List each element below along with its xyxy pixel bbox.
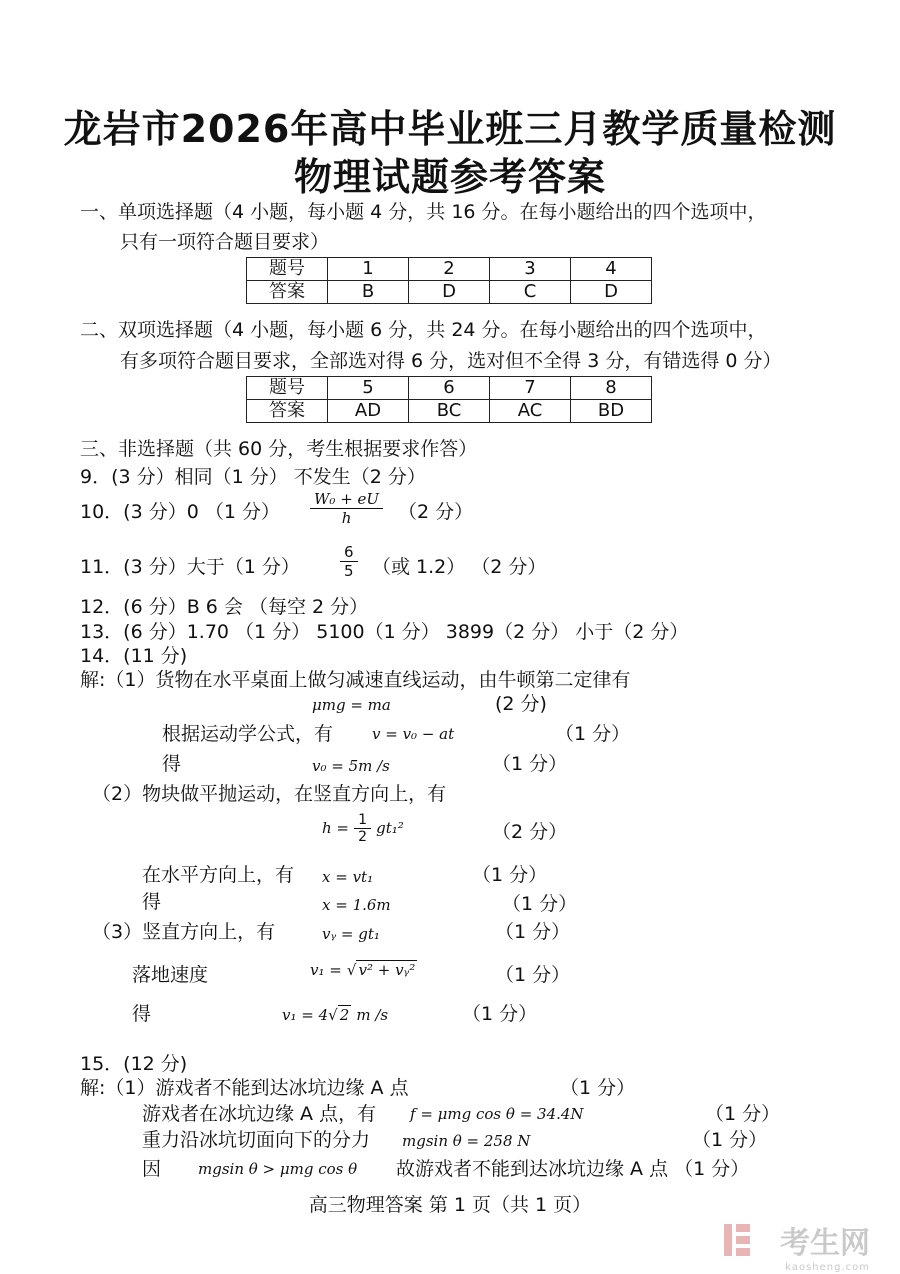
table-cell: 7 (490, 377, 571, 400)
q15-score-1: （1 分） (560, 1077, 636, 1099)
table-row (247, 377, 652, 400)
q15-eq-3: mgsin θ = 258 N (402, 1132, 531, 1150)
answer-q9: 9．(3 分）相同（1 分） 不发生（2 分） (80, 466, 426, 488)
section1-heading: 一、单项选择题（4 小题，每小题 4 分，共 16 分。在每小题给出的四个选项中， (80, 201, 767, 223)
q15-line-1: 解:（1）游戏者不能到达冰坑边缘 A 点 (80, 1077, 409, 1099)
q14-eq-7: vᵧ = gt₁ (322, 925, 380, 943)
answer-q15-heading: 15．(12 分) (80, 1053, 188, 1075)
page-footer: 高三物理答案 第 1 页（共 1 页） (308, 1194, 592, 1216)
table-cell: 答案 (247, 400, 328, 423)
answer-q10 (80, 500, 280, 524)
q11-fraction (340, 543, 358, 580)
q14-line-3: 得 (162, 753, 182, 775)
q14-eq-9: v₁ = 4√ 2 m /s (282, 1006, 389, 1024)
table-cell: 1 (328, 258, 409, 281)
table-cell: 3 (490, 258, 571, 281)
answer-q13: 13．(6 分）1.70 （1 分） 5100（1 分） 3899（2 分） 小于（2 分） (80, 621, 689, 643)
q14-eq-4: h = $\frac{1}{2}$ gt₁² (322, 812, 404, 845)
watermark (780, 1218, 870, 1273)
q14-score-3: （1 分） (492, 753, 568, 775)
q14-eq-1: μmg = ma (312, 696, 391, 714)
table-cell: C (490, 281, 571, 304)
q14-line-8: 落地速度 (132, 964, 209, 986)
q14-line-1: 解:（1）货物在水平桌面上做匀减速直线运动，由牛顿第二定律有 (80, 669, 631, 691)
q14-score-7: （1 分） (495, 921, 571, 943)
q14-line-9: 得 (132, 1003, 152, 1025)
q11-numerator: 6 (340, 543, 358, 562)
q14-score-1: (2 分) (495, 693, 547, 715)
watermark-text: 考生网 (780, 1226, 870, 1261)
table-row (247, 281, 652, 304)
table-cell: D (409, 281, 490, 304)
q14-eq-8: v₁ = √ v² + vᵧ² (310, 961, 416, 979)
section2-heading-2: 有多项符合题目要求，全部选对得 6 分，选对但不全得 3 分，有错选得 0 分） (120, 350, 782, 372)
q14-score-4: （2 分） (492, 821, 568, 843)
table-row (247, 400, 652, 423)
section1-heading-2: 只有一项符合题目要求） (120, 231, 330, 253)
q15-eq-2: f = μmg cos θ = 34.4N (410, 1105, 584, 1123)
q14-score-8: （1 分） (495, 964, 571, 986)
table-cell: D (571, 281, 652, 304)
answer-q12: 12．(6 分）B 6 会 （每空 2 分） (80, 596, 369, 618)
q15-line-3: 重力沿冰坑切面向下的分力 (142, 1129, 371, 1151)
title-line-2: 物理试题参考答案 (293, 155, 606, 199)
q14-line-7: （3）竖直方向上，有 (92, 921, 276, 943)
q14-line-2: 根据运动学公式，有 (162, 723, 334, 745)
table-cell: BC (409, 400, 490, 423)
q11-denominator: 5 (344, 562, 354, 580)
q15-score-3: （1 分） (692, 1129, 768, 1151)
q15-line-4: 因 (142, 1158, 162, 1180)
section3-heading: 三、非选择题（共 60 分，考生根据要求作答） (80, 438, 478, 460)
watermark-sub: kaosheng.com (785, 1262, 870, 1273)
table-cell: 5 (328, 377, 409, 400)
q11-score: （或 1.2） （2 分） (372, 556, 547, 578)
section1-answer-table (246, 257, 652, 304)
q14-score-2: （1 分） (555, 723, 631, 745)
q14-line-4: （2）物块做平抛运动，在竖直方向上，有 (92, 783, 447, 805)
q14-score-6: （1 分） (502, 893, 578, 915)
q10-numerator: W₀ + eU (310, 490, 383, 509)
q14-score-5: （1 分） (472, 864, 548, 886)
q14-eq-2: v = v₀ − at (372, 725, 455, 743)
table-cell: 答案 (247, 281, 328, 304)
answer-q14-heading: 14．(11 分) (80, 645, 188, 667)
q10-score: （2 分） (398, 501, 474, 523)
table-cell: BD (571, 400, 652, 423)
q14-line-5: 在水平方向上，有 (142, 864, 295, 886)
answer-q11: 11．(3 分）大于（1 分） (80, 556, 300, 578)
q14-line-6: 得 (142, 891, 162, 913)
table-cell: 6 (409, 377, 490, 400)
q15-line-4-conclusion: 故游戏者不能到达冰坑边缘 A 点 （1 分） (396, 1158, 750, 1180)
table-row (247, 258, 652, 281)
table-cell: 2 (409, 258, 490, 281)
table-cell: 8 (571, 377, 652, 400)
q14-eq-6: x = 1.6m (322, 896, 391, 914)
table-cell: 题号 (247, 377, 328, 400)
section2-answer-table (246, 376, 652, 423)
q15-line-2: 游戏者在冰坑边缘 A 点，有 (142, 1103, 377, 1125)
table-cell: 4 (571, 258, 652, 281)
kaosheng-logo-icon (722, 1222, 752, 1258)
q14-score-9: （1 分） (462, 1003, 538, 1025)
q15-eq-4: mgsin θ > μmg cos θ (198, 1160, 358, 1178)
table-cell: AD (328, 400, 409, 423)
q14-eq-3: v₀ = 5m /s (312, 757, 390, 775)
q10-fraction (310, 490, 383, 527)
section2-heading: 二、双项选择题（4 小题，每小题 6 分，共 24 分。在每小题给出的四个选项中， (80, 319, 767, 341)
q10-denominator: h (341, 509, 352, 527)
title-line-1: 龙岩市2026年高中毕业班三月教学质量检测 (63, 107, 837, 151)
table-cell: AC (490, 400, 571, 423)
q14-eq-5: x = vt₁ (322, 868, 374, 886)
answer-q10-text: 10．(3 分）0 （1 分） (80, 501, 280, 523)
q15-score-2: （1 分） (705, 1103, 781, 1125)
table-cell: 题号 (247, 258, 328, 281)
table-cell: B (328, 281, 409, 304)
